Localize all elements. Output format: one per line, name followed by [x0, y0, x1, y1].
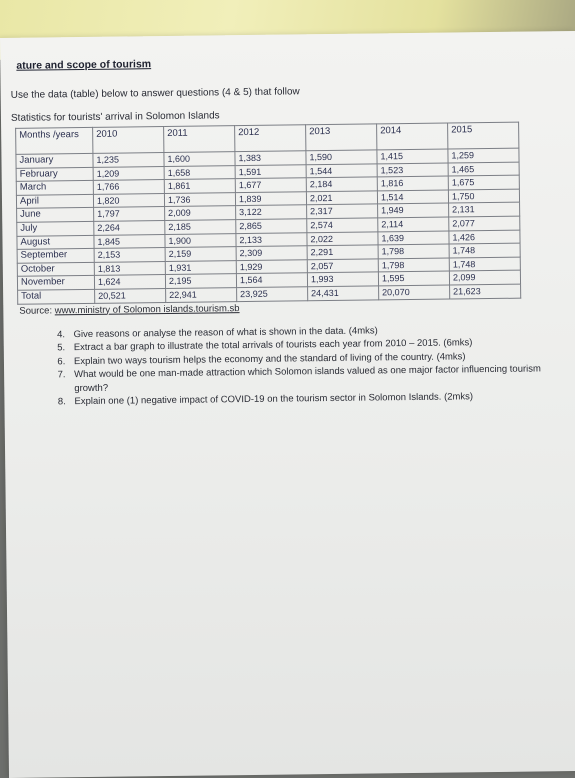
value-cell: 1,677 [235, 178, 306, 192]
value-cell: 1,949 [378, 203, 449, 217]
value-cell: 1,813 [94, 261, 165, 275]
value-cell: 24,431 [308, 286, 379, 300]
value-cell: 1,736 [164, 192, 235, 206]
value-cell: 2,114 [378, 217, 449, 231]
value-cell: 2,184 [306, 177, 377, 191]
value-cell: 1,259 [448, 148, 519, 162]
value-cell: 1,797 [94, 207, 165, 221]
question-list [10, 322, 551, 410]
value-cell: 1,839 [235, 192, 306, 206]
value-cell: 1,600 [164, 152, 235, 166]
month-cell: July [17, 221, 94, 236]
value-cell: 1,820 [93, 193, 164, 207]
value-cell: 2,057 [307, 259, 378, 273]
month-cell: January [16, 153, 93, 168]
value-cell: 1,415 [377, 149, 448, 163]
value-cell: 1,544 [306, 163, 377, 177]
document-page [0, 31, 575, 778]
tourist-arrivals-table [15, 122, 521, 305]
value-cell: 1,523 [377, 163, 448, 177]
year-header-cell: 2011 [164, 126, 235, 153]
value-cell: 2,153 [94, 248, 165, 262]
year-header-cell: 2012 [235, 125, 306, 152]
value-cell: 1,591 [235, 164, 306, 178]
table-body [16, 122, 521, 304]
value-cell: 2,291 [307, 245, 378, 259]
value-cell: 1,929 [236, 260, 307, 274]
value-cell: 2,574 [307, 218, 378, 232]
value-cell: 1,748 [449, 257, 520, 271]
value-cell: 2,264 [94, 220, 165, 234]
table-caption: Statistics for tourists' arrival in Solomon Islands [10, 110, 220, 124]
value-cell: 1,639 [378, 231, 449, 245]
month-cell: November [17, 276, 94, 291]
value-cell: 1,993 [307, 272, 378, 286]
question-item: 8. Explain one (1) negative impact of COVID-19 on the tourism sector in Solomon Islands. (2mks) [68, 389, 550, 408]
value-cell: 2,195 [165, 274, 236, 288]
year-header-cell: 2014 [377, 123, 448, 150]
source-label: Source: [19, 304, 55, 317]
value-cell: 1,816 [377, 176, 448, 190]
value-cell: 1,209 [93, 166, 164, 180]
value-cell: 2,185 [165, 220, 236, 234]
value-cell: 22,941 [166, 288, 237, 302]
value-cell: 1,861 [164, 179, 235, 193]
value-cell: 1,595 [378, 271, 449, 285]
value-cell: 1,426 [449, 230, 520, 244]
source-link: www.ministry of Solomon islands.tourism.sb [54, 302, 240, 316]
value-cell: 1,766 [93, 180, 164, 194]
value-cell: 2,022 [307, 231, 378, 245]
value-cell: 20,070 [379, 285, 450, 299]
month-cell: August [17, 235, 94, 250]
question-item: 5. Extract a bar graph to illustrate the total arrivals of tourists each year from 2010 – 2015. (6mks) [68, 335, 550, 354]
value-cell: 1,750 [448, 189, 519, 203]
value-cell: 2,865 [236, 219, 307, 233]
question-item: 7. What would be one man-made attraction which Solomon islands valued as one major factor influencing tourism growth? [68, 362, 550, 395]
value-cell: 1,514 [377, 190, 448, 204]
value-cell: 1,900 [165, 233, 236, 247]
month-cell: June [17, 208, 94, 223]
value-cell: 2,309 [236, 246, 307, 260]
value-cell: 1,798 [378, 258, 449, 272]
value-cell: 1,383 [235, 151, 306, 165]
value-cell: 1,564 [236, 273, 307, 287]
question-item: 6. Explain two ways tourism helps the economy and the standard of living of the country. (4mks) [68, 349, 550, 368]
value-cell: 1,235 [93, 153, 164, 167]
value-cell: 1,931 [165, 260, 236, 274]
value-cell: 1,590 [306, 150, 377, 164]
year-header-cell: 2015 [448, 122, 519, 149]
value-cell: 1,845 [94, 234, 165, 248]
value-cell: 2,131 [449, 203, 520, 217]
value-cell: 3,122 [236, 205, 307, 219]
month-cell: October [17, 262, 94, 277]
value-cell: 1,748 [449, 243, 520, 257]
value-cell: 2,317 [307, 204, 378, 218]
value-cell: 23,925 [237, 287, 308, 301]
value-cell: 1,798 [378, 244, 449, 258]
value-cell: 2,009 [165, 206, 236, 220]
value-cell: 1,675 [448, 175, 519, 189]
month-cell: September [17, 249, 94, 264]
value-cell: 20,521 [95, 288, 166, 302]
value-cell: 1,465 [448, 162, 519, 176]
value-cell: 1,658 [164, 165, 235, 179]
value-cell: 21,623 [450, 284, 521, 298]
question-item: 4. Give reasons or analyse the reason of what is shown in the data. (4mks) [68, 322, 550, 341]
section-heading: ature and scope of tourism [16, 58, 152, 72]
instruction-text: Use the data (table) below to answer questions (4 & 5) that follow [10, 86, 300, 101]
value-cell: 1,624 [94, 275, 165, 289]
page-content [6, 53, 550, 409]
year-header-cell: 2013 [306, 124, 377, 151]
value-cell: 2,077 [449, 216, 520, 230]
value-cell: 2,133 [236, 232, 307, 246]
month-cell: February [16, 167, 93, 182]
month-cell: Total [18, 289, 95, 304]
year-header-cell: 2010 [93, 127, 164, 154]
month-cell: April [16, 194, 93, 209]
value-cell: 2,159 [165, 247, 236, 261]
corner-header-cell: Months /years [16, 127, 93, 154]
value-cell: 2,021 [306, 191, 377, 205]
value-cell: 2,099 [449, 271, 520, 285]
month-cell: March [16, 181, 93, 196]
